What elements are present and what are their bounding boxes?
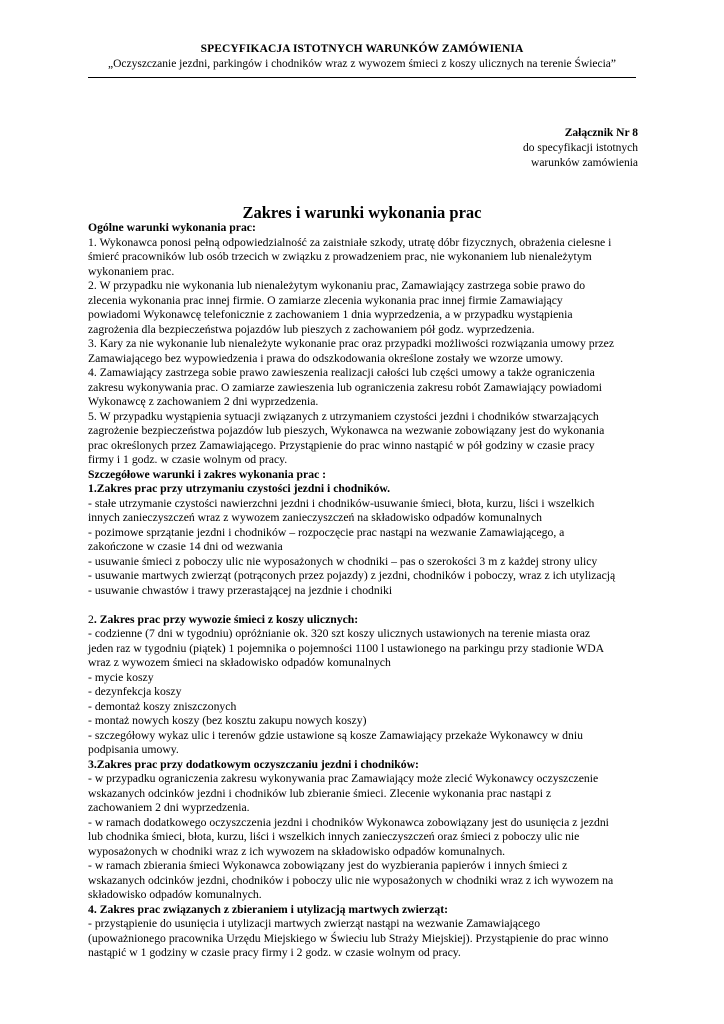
subsection-2-number: 2: [88, 612, 94, 626]
section-heading-detailed: Szczegółowe warunki i zakres wykonania prac :: [88, 467, 327, 481]
body-line: - dezynfekcja koszy: [88, 685, 182, 698]
header-subtitle: „Oczyszczanie jezdni, parkingów i chodników wraz z wywozem śmieci z koszy ulicznych na terenie Świecia”: [107, 58, 617, 70]
body-line: innych zanieczyszczeń wraz z wywozem zanieczyszczeń na składowisko odpadów komunalnych: [88, 511, 542, 524]
body-line: 2. W przypadku nie wykonania lub nienależytym wykonaniu prac, Zamawiający zastrzega sobie prawo do: [88, 279, 586, 292]
body-line: wraz z wywozem śmieci na składowisko odpadów komunalnych: [88, 656, 391, 669]
body-line: - przystąpienie do usunięcia i utylizacji martwych zwierząt nastąpi na wezwanie Zamawiającego: [88, 917, 541, 930]
attachment-line-2: do specyfikacji istotnych: [523, 142, 638, 154]
body-line: - usuwanie śmieci z poboczy ulic nie wyposażonych w chodniki – pas o szerokości 3 m z każdej strony ulicy: [88, 554, 598, 568]
subsection-heading-4: 4. Zakres prac związanych z zbieraniem i utylizacją martwych zwierząt:: [88, 902, 449, 916]
body-line: lub chodnika śmieci, błota, kurzu, liści i wszelkich innych zanieczyszczeń oraz śmieci z poboczy ulic nie: [88, 830, 580, 843]
body-line: - pozimowe sprzątanie jezdni i chodników – rozpoczęcie prac nastąpi na wezwanie Zamawiającego, a: [88, 525, 565, 539]
paragraph-gap: [88, 598, 638, 613]
body-line: prac określonych przez Zamawiającego. Przystąpienie do prac winno nastąpić w pół godziny w czasie pracy: [88, 438, 595, 452]
body-line: zagrożenia dla bezpieczeństwa pojazdów lub pieszych z zachowaniem pół godz. wyprzedzenia.: [88, 322, 535, 336]
section-heading-general: Ogólne warunki wykonania prac:: [88, 221, 256, 234]
attachment-line-3: warunków zamówienia: [531, 157, 638, 169]
attachment-number: Załącznik Nr 8: [564, 127, 638, 139]
body-line: - szczegółowy wykaz ulic i terenów gdzie ustawione są kosze Zamawiający przekaże Wykonawcy w dniu: [88, 728, 583, 742]
body-line: - w ramach dodatkowego oczyszczenia jezdni i chodników Wykonawca zobowiązany jest do usunięcia z jezdni: [88, 815, 609, 829]
document-title: Zakres i warunki wykonania prac: [242, 203, 482, 222]
body-line: - codzienne (7 dni w tygodniu) opróżnianie ok. 320 szt koszy ulicznych ustawionych na terenie miasta oraz: [88, 627, 591, 640]
header-title: SPECYFIKACJA ISTOTNYCH WARUNKÓW ZAMÓWIENIA: [200, 43, 524, 55]
body-line: - usuwanie martwych zwierząt (potrąconych przez pojazdy) z jezdni, chodników i poboczy, wraz z ich utylizacją: [88, 569, 616, 582]
body-line: zagrożenie bezpieczeństwa pojazdów lub pieszych, Wykonawca na wezwanie zobowiązany jest do wykonania: [88, 424, 605, 437]
body-line: śmierć pracowników lub osób trzecich w związku z prowadzeniem prac, nie wykonaniem lub nienależytym: [88, 250, 592, 263]
body-line: wykonaniem prac.: [88, 264, 175, 278]
body-line: 4. Zamawiający zastrzega sobie prawo zawieszenia realizacji całości lub części umowy a także ograniczenia: [88, 366, 595, 379]
header-divider: [88, 77, 636, 78]
document-header: [88, 42, 636, 72]
body-line: zachowaniem 2 dni wyprzedzenia.: [88, 801, 250, 814]
body-line: zakresu wykonywania prac. O zamiarze zawieszenia lub ograniczenia zakresu robót Zamawiający powiadomi: [88, 380, 603, 394]
body-line: 1. Wykonawca ponosi pełną odpowiedzialność za zaistniałe szkody, utratę dóbr fizycznych, obrażenia cielesne i: [88, 235, 612, 249]
body-line: - w ramach zbierania śmieci Wykonawca zobowiązany jest do wyzbierania papierów i innych śmieci z: [88, 859, 568, 872]
body-line: jeden raz w tygodniu (piątek) 1 pojemnika o pojemności 1100 l ustawionego na parkingu przy stadionie WDA: [88, 641, 605, 655]
subsection-heading-1: 1.Zakres prac przy utrzymaniu czystości jezdni i chodników.: [88, 482, 391, 495]
body-line: 5. W przypadku wystąpienia sytuacji związanych z utrzymaniem czystości jezdni i chodników stwarzających: [88, 409, 599, 423]
document-body: [88, 221, 638, 961]
subsection-heading-2: [88, 613, 638, 628]
body-line: nastąpić w 1 godziny w czasie pracy firmy i 2 godz. w czasie wolnym od pracy.: [88, 946, 461, 959]
body-line: wskazanych odcinków jezdni, chodników i poboczy ulic nie wyposażonych w chodniki wraz z ich wywozem na: [88, 873, 614, 887]
body-line: firmy i 1 godz. w czasie wolnym od pracy.: [88, 453, 288, 466]
body-line: wyposażonych w chodniki wraz z ich wywozem na składowisko odpadów komunalnych.: [88, 844, 506, 858]
body-line: - demontaż koszy zniszczonych: [88, 699, 237, 713]
body-line: - stałe utrzymanie czystości nawierzchni jezdni i chodników-usuwanie śmieci, błota, kurzu, liści i wszelkich: [88, 496, 595, 510]
body-line: zlecenia wykonania prac innej firmie. O zamiarze zlecenia wykonania prac innej firmie Zamawiający: [88, 293, 563, 307]
body-line: składowisko odpadów komunalnych.: [88, 888, 262, 901]
body-line: Zamawiającego bez wypowiedzenia i prawa do odszkodowania określone zostały we wzorze umowy.: [88, 351, 564, 365]
body-line: zakończone w czasie 14 dni od wezwania: [88, 540, 283, 553]
body-line: 3. Kary za nie wykonanie lub nienależyte wykonanie prac oraz przypadki możliwości rozwiązania umowy przez: [88, 337, 615, 350]
body-line: Wykonawcę z zachowaniem 2 dni wyprzedzenia.: [88, 395, 319, 408]
body-line: powiadomi Wykonawcę telefonicznie z zachowaniem 1 dnia wyprzedzenia, a w przypadku wystąpienia: [88, 308, 573, 321]
subsection-heading-3: 3.Zakres prac przy dodatkowym oczyszczaniu jezdni i chodników:: [88, 757, 419, 771]
body-line: - usuwanie chwastów i trawy przerastającej na jezdnie i chodniki: [88, 583, 393, 597]
body-line: - mycie koszy: [88, 670, 154, 684]
body-line: - montaż nowych koszy (bez kosztu zakupu nowych koszy): [88, 714, 367, 727]
subsection-2-text: . Zakres prac przy wywozie śmieci z koszy ulicznych:: [93, 612, 359, 626]
body-line: wskazanych odcinków jezdni i chodników lub zbieranie śmieci. Zlecenie wykonania prac nastąpi z: [88, 786, 552, 800]
body-line: (upoważnionego pracownika Urzędu Miejskiego w Świeciu lub Straży Miejskiej). Przystąpienie do prac winno: [88, 931, 609, 945]
attachment-note: [523, 126, 638, 171]
body-line: - w przypadku ograniczenia zakresu wykonywania prac Zamawiający może zlecić Wykonawcy oczyszczenie: [88, 772, 599, 785]
body-line: podpisania umowy.: [88, 743, 179, 756]
